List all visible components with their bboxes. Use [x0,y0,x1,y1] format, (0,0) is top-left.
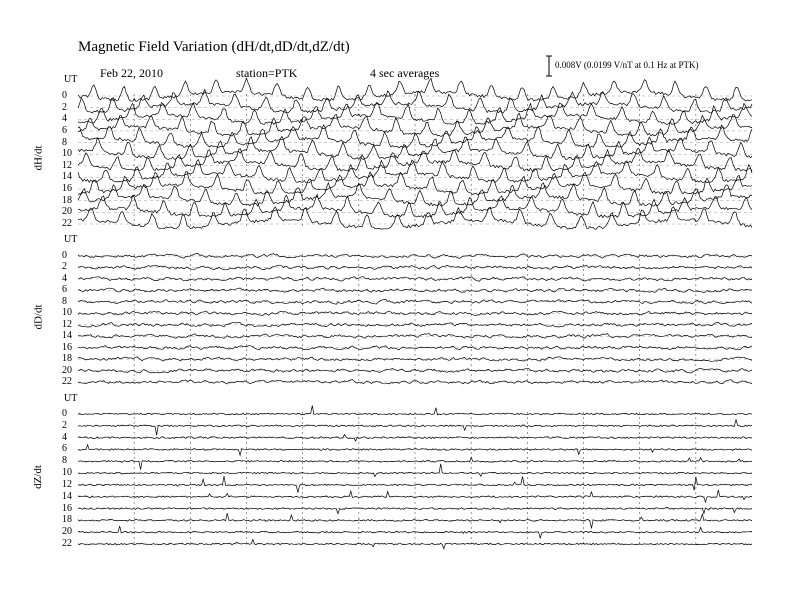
row-label: 18 [62,194,72,206]
row-label: 4 [62,113,67,125]
row-label: 20 [62,364,72,376]
trace-line-14 [78,490,752,502]
row-label: 8 [62,136,67,148]
ut-axis-label: UT [64,234,78,245]
trace-line-12 [78,322,752,327]
row-label: 2 [62,101,67,113]
row-label: 16 [62,183,72,195]
row-label: 16 [62,502,72,514]
row-label: 12 [62,478,72,490]
row-label: 14 [62,490,72,502]
row-label: 8 [62,455,67,467]
row-label: 0 [62,408,67,419]
trace-line-10 [78,464,752,477]
chart-title: Magnetic Field Variation (dH/dt,dD/dt,dZ/dt) [78,39,350,55]
ut-axis-label: UT [64,74,78,85]
row-label: 16 [62,341,72,353]
row-label: 10 [62,148,72,160]
row-label: 4 [62,272,67,284]
row-label: 12 [62,159,72,171]
row-label: 14 [62,171,72,183]
row-label: 18 [62,353,72,365]
trace-line-0 [78,78,752,101]
row-label: 2 [62,419,67,431]
row-label: 6 [62,443,67,455]
y-axis-label: dD/dt [32,304,45,330]
row-label: 18 [62,514,72,526]
row-label: 10 [62,467,72,479]
y-axis-label: dH/dt [32,145,45,171]
dZ-dt-panel [78,406,752,549]
row-label: 0 [62,250,67,261]
dH-dt-panel [78,78,752,229]
row-label: 22 [62,218,72,229]
row-label: 12 [62,318,72,330]
ut-axis-label: UT [64,393,78,404]
row-label: 20 [62,526,72,538]
row-label: 2 [62,261,67,273]
station-label: station=PTK [236,66,298,80]
row-label: 8 [62,295,67,307]
dD-dt-panel [78,254,752,385]
row-label: 0 [62,90,67,101]
row-label: 22 [62,376,72,387]
row-label: 22 [62,538,72,549]
row-label: 10 [62,307,72,319]
averaging-label: 4 sec averages [370,66,440,80]
trace-line-0 [78,406,752,415]
row-label: 20 [62,206,72,218]
row-label: 14 [62,330,72,342]
row-label: 4 [62,431,67,443]
row-label: 6 [62,124,67,136]
row-label: 6 [62,284,67,296]
trace-line-18 [78,513,752,528]
y-axis-label: dZ/dt [31,465,44,489]
scale-note: 0.008V (0.0199 V/nT at 0.1 Hz at PTK) [555,60,699,70]
date-label: Feb 22, 2010 [100,66,163,80]
